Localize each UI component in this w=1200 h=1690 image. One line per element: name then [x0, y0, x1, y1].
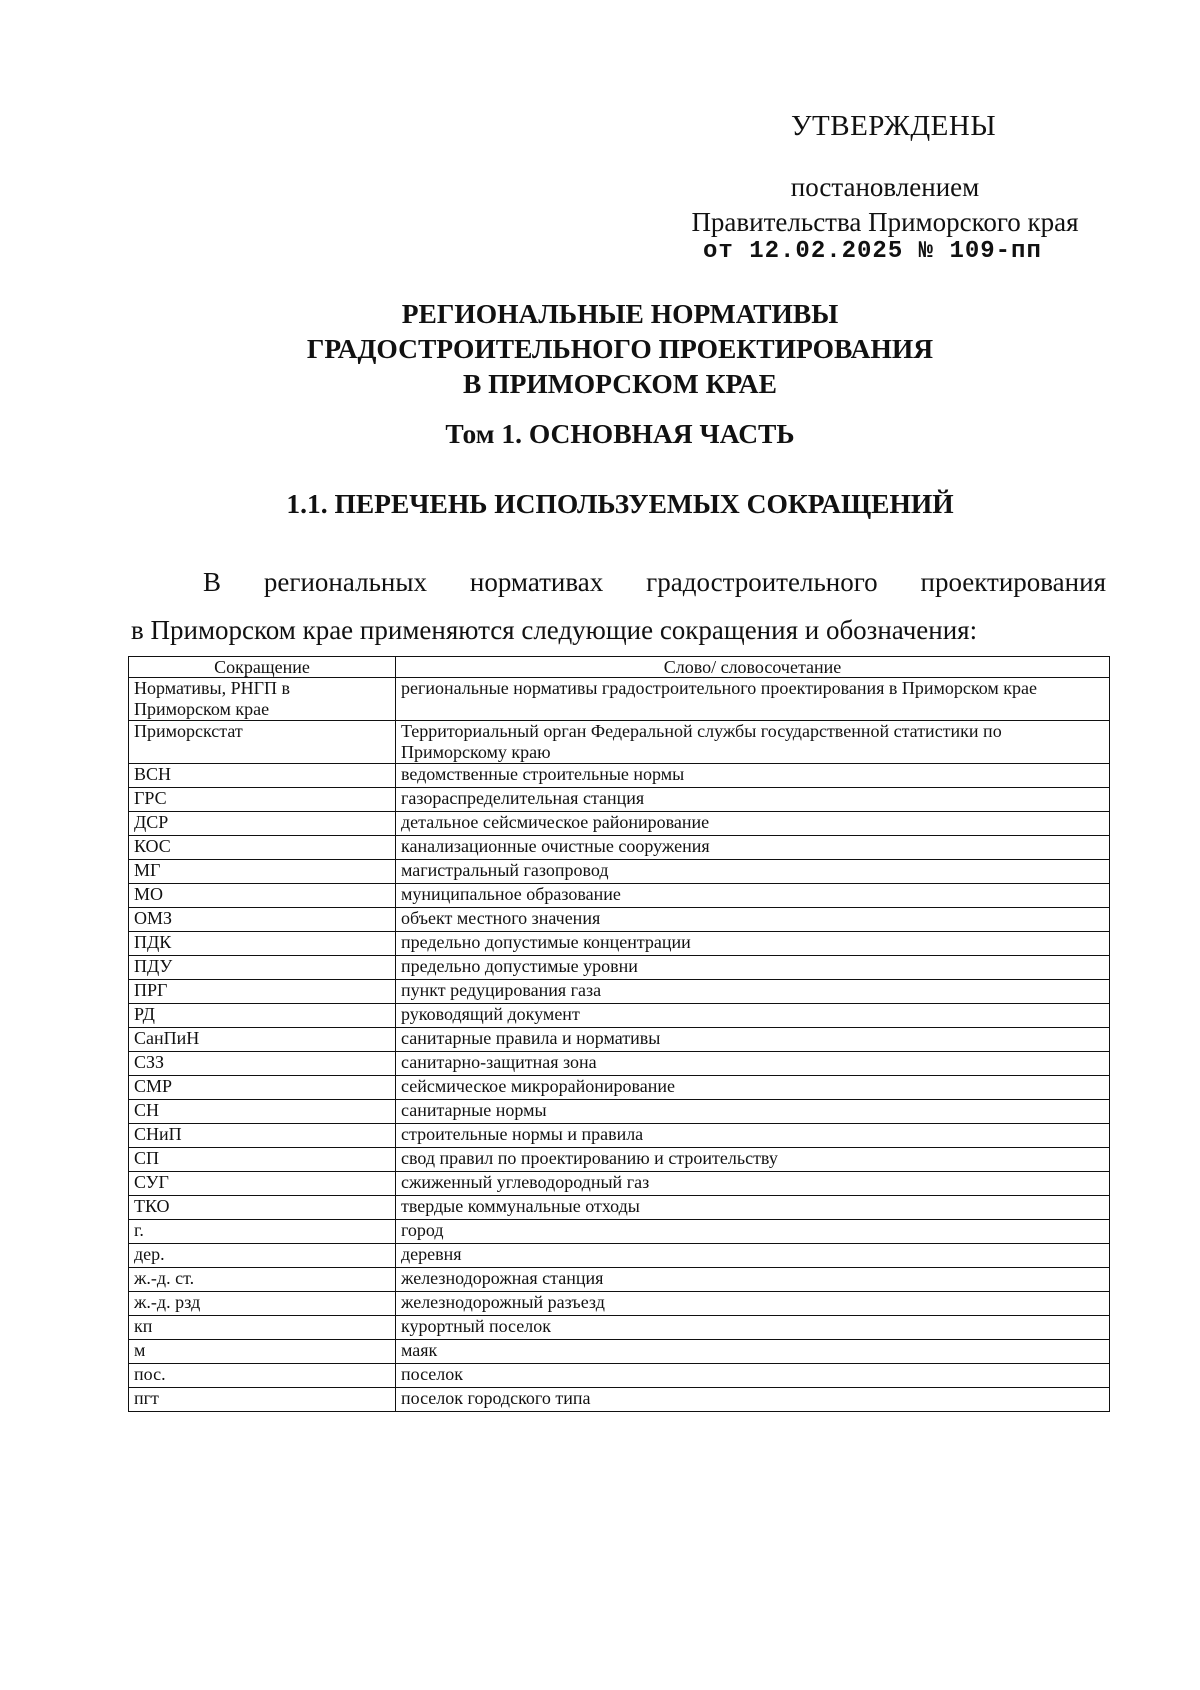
decree-number: от 12.02.2025 № 109-пп — [703, 238, 1042, 265]
document-title — [0, 296, 1200, 401]
table-row — [129, 1340, 1110, 1364]
abbreviation-cell: пос. — [129, 1364, 396, 1388]
abbreviation-cell: СМР — [129, 1076, 396, 1100]
table-row — [129, 788, 1110, 812]
abbreviation-cell: ПДУ — [129, 956, 396, 980]
table-row — [129, 908, 1110, 932]
section-title: 1.1. ПЕРЕЧЕНЬ ИСПОЛЬЗУЕМЫХ СОКРАЩЕНИЙ — [286, 488, 954, 519]
table-row — [129, 1268, 1110, 1292]
table-row — [129, 836, 1110, 860]
meaning-cell: пункт редуцирования газа — [396, 980, 1110, 1004]
meaning-cell: железнодорожный разъезд — [396, 1292, 1110, 1316]
document-title-line-1: РЕГИОНАЛЬНЫЕ НОРМАТИВЫ — [401, 298, 839, 329]
table-row — [129, 932, 1110, 956]
meaning-cell: ведомственные строительные нормы — [396, 764, 1110, 788]
meaning-cell: Территориальный орган Федеральной службы государственной статистики по Приморскому краю — [396, 721, 1110, 764]
meaning-cell: канализационные очистные сооружения — [396, 836, 1110, 860]
meaning-cell: железнодорожная станция — [396, 1268, 1110, 1292]
intro-line-2: в Приморском крае применяются следующие сокращения и обозначения: — [131, 615, 978, 645]
table-row — [129, 812, 1110, 836]
table-row — [129, 980, 1110, 1004]
meaning-cell: санитарные правила и нормативы — [396, 1028, 1110, 1052]
column-header-abbreviation: Сокращение — [129, 657, 396, 678]
meaning-cell: деревня — [396, 1244, 1110, 1268]
abbreviation-cell: ОМЗ — [129, 908, 396, 932]
table-row — [129, 678, 1110, 721]
abbreviations-table — [128, 656, 1110, 1412]
meaning-cell: строительные нормы и правила — [396, 1124, 1110, 1148]
volume-title: Том 1. ОСНОВНАЯ ЧАСТЬ — [445, 418, 795, 449]
abbreviation-cell: ПДК — [129, 932, 396, 956]
table-row — [129, 1004, 1110, 1028]
table-row — [129, 1172, 1110, 1196]
meaning-cell: маяк — [396, 1340, 1110, 1364]
abbreviation-cell: СН — [129, 1100, 396, 1124]
table-row — [129, 956, 1110, 980]
table-row — [129, 764, 1110, 788]
abbreviation-cell: СЗЗ — [129, 1052, 396, 1076]
meaning-cell: курортный поселок — [396, 1316, 1110, 1340]
table-row — [129, 1220, 1110, 1244]
intro-word: региональных — [263, 567, 427, 597]
intro-word: нормативах — [469, 567, 604, 597]
abbreviation-cell: МГ — [129, 860, 396, 884]
meaning-cell: руководящий документ — [396, 1004, 1110, 1028]
abbreviation-cell: Нормативы, РНГП в Приморском крае — [129, 678, 396, 721]
meaning-cell: объект местного значения — [396, 908, 1110, 932]
table-row — [129, 884, 1110, 908]
meaning-cell: поселок городского типа — [396, 1388, 1110, 1412]
table-row — [129, 1316, 1110, 1340]
abbreviation-cell: СНиП — [129, 1124, 396, 1148]
abbreviation-cell: ТКО — [129, 1196, 396, 1220]
meaning-cell: предельно допустимые концентрации — [396, 932, 1110, 956]
intro-word: градостроительного — [646, 567, 878, 597]
approval-block — [670, 170, 1100, 240]
document-title-line-3: В ПРИМОРСКОМ КРАЕ — [462, 368, 778, 399]
meaning-cell: предельно допустимые уровни — [396, 956, 1110, 980]
meaning-cell: твердые коммунальные отходы — [396, 1196, 1110, 1220]
table-row — [129, 1052, 1110, 1076]
table-row — [129, 721, 1110, 764]
abbreviation-cell: МО — [129, 884, 396, 908]
abbreviation-cell: г. — [129, 1220, 396, 1244]
intro-word: проектирования — [920, 567, 1106, 597]
abbreviation-cell: СП — [129, 1148, 396, 1172]
meaning-cell: свод правил по проектированию и строительству — [396, 1148, 1110, 1172]
meaning-cell: город — [396, 1220, 1110, 1244]
meaning-cell: сейсмическое микрорайонирование — [396, 1076, 1110, 1100]
abbreviation-cell: ж.-д. ст. — [129, 1268, 396, 1292]
abbreviation-cell: ВСН — [129, 764, 396, 788]
abbreviation-cell: СанПиН — [129, 1028, 396, 1052]
table-row — [129, 1124, 1110, 1148]
abbreviation-cell: ГРС — [129, 788, 396, 812]
abbreviation-cell: ДСР — [129, 812, 396, 836]
approval-stamp-heading: УТВЕРЖДЕНЫ — [791, 110, 997, 142]
table-row — [129, 860, 1110, 884]
abbreviation-cell: дер. — [129, 1244, 396, 1268]
table-row — [129, 1364, 1110, 1388]
table-row — [129, 1148, 1110, 1172]
table-row — [129, 1292, 1110, 1316]
meaning-cell: санитарные нормы — [396, 1100, 1110, 1124]
intro-word: В — [203, 567, 222, 597]
abbreviation-cell: ж.-д. рзд — [129, 1292, 396, 1316]
abbreviation-cell: КОС — [129, 836, 396, 860]
abbreviation-cell: Приморскстат — [129, 721, 396, 764]
meaning-cell: поселок — [396, 1364, 1110, 1388]
abbreviation-cell: кп — [129, 1316, 396, 1340]
meaning-cell: региональные нормативы градостроительного проектирования в Приморском крае — [396, 678, 1110, 721]
intro-line-1 — [131, 558, 1106, 606]
abbreviation-cell: РД — [129, 1004, 396, 1028]
table-row — [129, 1196, 1110, 1220]
meaning-cell: муниципальное образование — [396, 884, 1110, 908]
abbreviation-cell: м — [129, 1340, 396, 1364]
abbreviation-cell: ПРГ — [129, 980, 396, 1004]
table-row — [129, 1076, 1110, 1100]
table-row — [129, 1028, 1110, 1052]
meaning-cell: детальное сейсмическое районирование — [396, 812, 1110, 836]
abbreviation-cell: пгт — [129, 1388, 396, 1412]
meaning-cell: магистральный газопровод — [396, 860, 1110, 884]
meaning-cell: газораспределительная станция — [396, 788, 1110, 812]
column-header-meaning: Слово/ словосочетание — [396, 657, 1110, 678]
table-row — [129, 1244, 1110, 1268]
approval-line-1: постановлением — [790, 172, 980, 202]
approval-line-2: Правительства Приморского края — [691, 207, 1079, 237]
abbreviation-cell: СУГ — [129, 1172, 396, 1196]
document-title-line-2: ГРАДОСТРОИТЕЛЬНОГО ПРОЕКТИРОВАНИЯ — [306, 333, 934, 364]
table-header-row — [129, 657, 1110, 678]
intro-paragraph — [131, 558, 1106, 654]
table-row — [129, 1100, 1110, 1124]
table-row — [129, 1388, 1110, 1412]
meaning-cell: санитарно-защитная зона — [396, 1052, 1110, 1076]
meaning-cell: сжиженный углеводородный газ — [396, 1172, 1110, 1196]
table-body — [129, 678, 1110, 1412]
